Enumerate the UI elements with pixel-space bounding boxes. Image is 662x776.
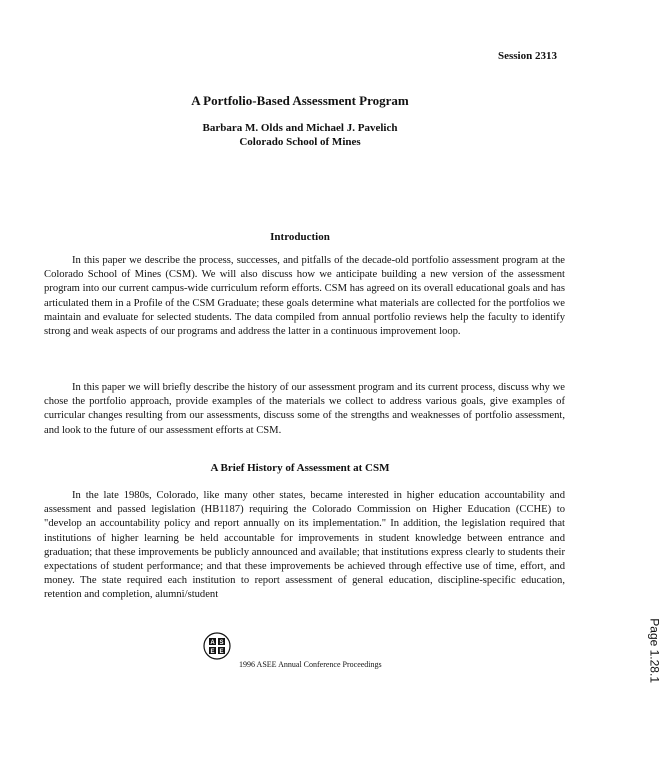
author-names: Barbara M. Olds and Michael J. Pavelich [202, 122, 398, 134]
intro-paragraph-2: In this paper we will briefly describe the history of our assessment program and its current process, discuss why we chose the portfolio approach, provide examples of the materials we collect to address various goals, give examples of curricular changes resulting from our assessments, discuss some of the strengths and weaknesses of portfolio assessment, and look to the future of our assessment efforts at CSM. [44, 382, 565, 436]
svg-text:E: E [219, 648, 224, 655]
svg-text:E: E [210, 648, 215, 655]
author-affiliation: Colorado School of Mines [239, 136, 361, 148]
svg-text:S: S [219, 639, 224, 646]
history-paragraph-1: In the late 1980s, Colorado, like many other states, became interested in higher education accountability and assessment and passed legislation (HB1187) requiring the Colorado Commission on Higher Education (CCHE) to "develop an accountability policy and report annually on its implementation." In addition, the legislation required that institutions of higher learning be held accountable for improvements in student knowledge between entrance and graduation; that these improvements be publicly announced and available; that institutions express clearly to students their expectations of student performance; and that these improvements be achieved through effective use of time, effort, and money. The state required each institution to report assessment of general education, discipline-specific education, retention and completion, alumni/student [44, 490, 565, 601]
intro-paragraph-1: In this paper we describe the process, successes, and pitfalls of the decade-old portfolio assessment program at the Colorado School of Mines (CSM). We will also discuss how we anticipate building a new version of the assessment program into our current campus-wide curriculum reform efforts. CSM has agreed on its overall educational goals and has articulated them in a Profile of the CSM Graduate; these goals determine what materials are collected for the portfolios we maintain and evaluate for selected students. The data compiled from annual portfolio reviews help the faculty to identify strong and weak aspects of our programs and address the latter in a continuous improvement loop. [44, 255, 565, 338]
session-label: Session 2313 [498, 50, 557, 62]
svg-text:A: A [210, 639, 215, 646]
page-number-label: Page 1.28.1 [648, 618, 662, 683]
asee-logo-icon [203, 632, 231, 660]
footer-proceedings-text: 1996 ASEE Annual Conference Proceedings [239, 660, 382, 669]
history-heading: A Brief History of Assessment at CSM [210, 462, 390, 474]
footer [203, 632, 382, 669]
introduction-heading: Introduction [270, 231, 330, 243]
paper-title: A Portfolio-Based Assessment Program [191, 93, 409, 108]
author-block [0, 121, 600, 149]
